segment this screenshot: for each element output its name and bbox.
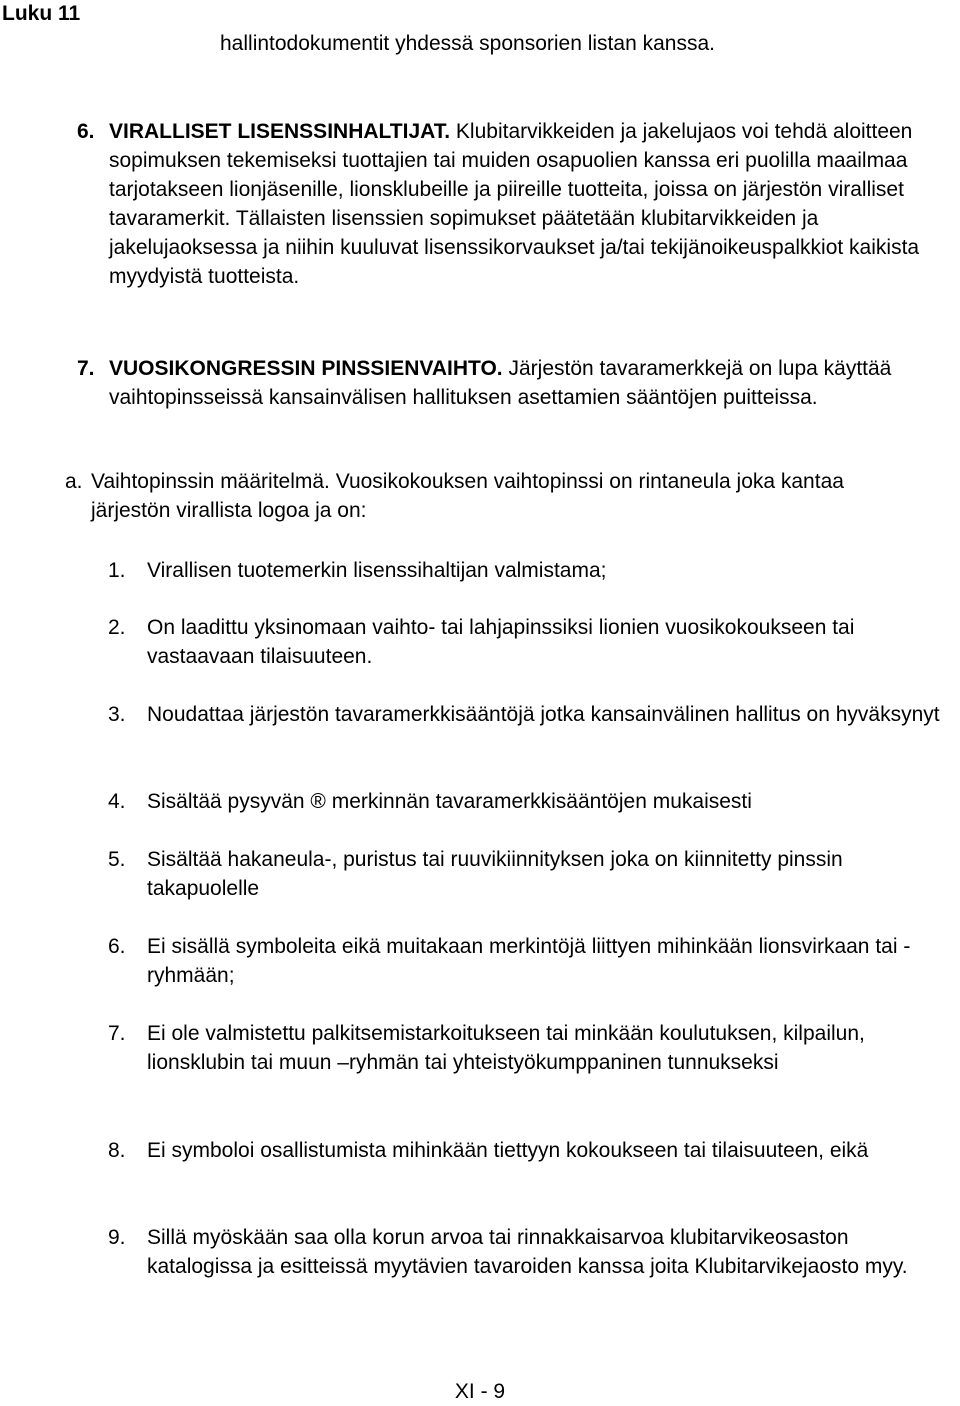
list-item (108, 1136, 958, 1165)
list-item-number: 5. (108, 848, 126, 871)
list-item-text: On laadittu yksinomaan vaihto- tai lahjapinssiksi lionien vuosikokoukseen tai vastaavaan tilaisuuteen. (147, 616, 855, 668)
subsection-text: Vaihtopinssin määritelmä. Vuosikokouksen vaihtopinssi on rintaneula joka kantaa järjestön virallista logoa ja on: (91, 470, 844, 522)
list-item-number: 7. (108, 1022, 126, 1045)
list-item (108, 613, 958, 671)
list-item (108, 932, 958, 990)
section-heading: VUOSIKONGRESSIN PINSSIENVAIHTO. (109, 357, 503, 380)
list-item-number: 4. (108, 790, 126, 813)
section-body (109, 117, 937, 291)
list-item-number: 2. (108, 616, 126, 639)
list-item (108, 1223, 958, 1281)
list-item-text: Sisältää pysyvän ® merkinnän tavaramerkkisääntöjen mukaisesti (147, 790, 752, 813)
list-item-number: 9. (108, 1226, 126, 1249)
chapter-heading: Luku 11 (2, 2, 81, 25)
subsection-label: a. (65, 470, 83, 493)
section-text: Järjestön tavaramerkkejä on lupa käyttää vaihtopinsseissä kansainvälisen hallituksen asettamien sääntöjen puitteissa. (109, 357, 892, 409)
subsection-a (65, 467, 925, 525)
list-item-number: 6. (108, 935, 126, 958)
list-item (108, 845, 958, 903)
list-item-text: Sillä myöskään saa olla korun arvoa tai rinnakkaisarvoa klubitarvikeosaston katalogissa ja esitteissä myytävien tavaroiden kanssa joita Klubitarvikejaosto myy. (147, 1226, 908, 1278)
section-number: 7. (77, 357, 95, 380)
list-item-text: Sisältää hakaneula-, puristus tai ruuvikiinnityksen joka on kiinnitetty pinssin takapuolelle (147, 848, 843, 900)
list-item-text: Ei sisällä symboleita eikä muitakaan merkintöjä liittyen mihinkään lionsvirkaan tai -ryhmään; (147, 935, 911, 987)
list-item-text: Virallisen tuotemerkin lisenssihaltijan valmistama; (147, 559, 607, 582)
list-item-number: 3. (108, 703, 126, 726)
list-item-number: 1. (108, 559, 126, 582)
section-body (109, 354, 937, 412)
section-heading: VIRALLISET LISENSSINHALTIJAT. (109, 120, 451, 143)
continuation-text: hallintodokumentit yhdessä sponsorien listan kanssa. (220, 32, 715, 55)
list-item-text: Ei ole valmistettu palkitsemistarkoitukseen tai minkään koulutuksen, kilpailun, lionsklubin tai muun –ryhmän tai yhteistyökumppaninen tunnukseksi (147, 1022, 865, 1074)
list-item-text: Ei symboloi osallistumista mihinkään tiettyyn kokoukseen tai tilaisuuteen, eikä (147, 1139, 869, 1162)
list-item-number: 8. (108, 1139, 126, 1162)
section-7 (77, 354, 937, 412)
list-item (108, 700, 958, 729)
section-text: Klubitarvikkeiden ja jakelujaos voi tehdä aloitteen sopimuksen tekemiseksi tuottajien tai muiden osapuolien kanssa eri puolilla maailmaa tarjotakseen lionjäsenille, lionsklubeille ja piireille tuotteita, joissa on järjestön viralliset tavaramerkit. Tällaisten lisenssien sopimukset päätetään klubitarvikkeiden ja jakelujaoksessa ja niihin kuuluvat lisenssikorvaukset ja/tai tekijänoikeuspalkkiot kaikista myydyistä tuotteista. (109, 120, 920, 288)
list-item (108, 787, 958, 816)
section-6 (77, 117, 937, 291)
page-number: XI - 9 (454, 1380, 506, 1403)
list-item (108, 1019, 958, 1077)
list-item (108, 556, 958, 585)
list-item-text: Noudattaa järjestön tavaramerkkisääntöjä jotka kansainvälinen hallitus on hyväksynyt (147, 703, 940, 726)
section-number: 6. (77, 120, 95, 143)
